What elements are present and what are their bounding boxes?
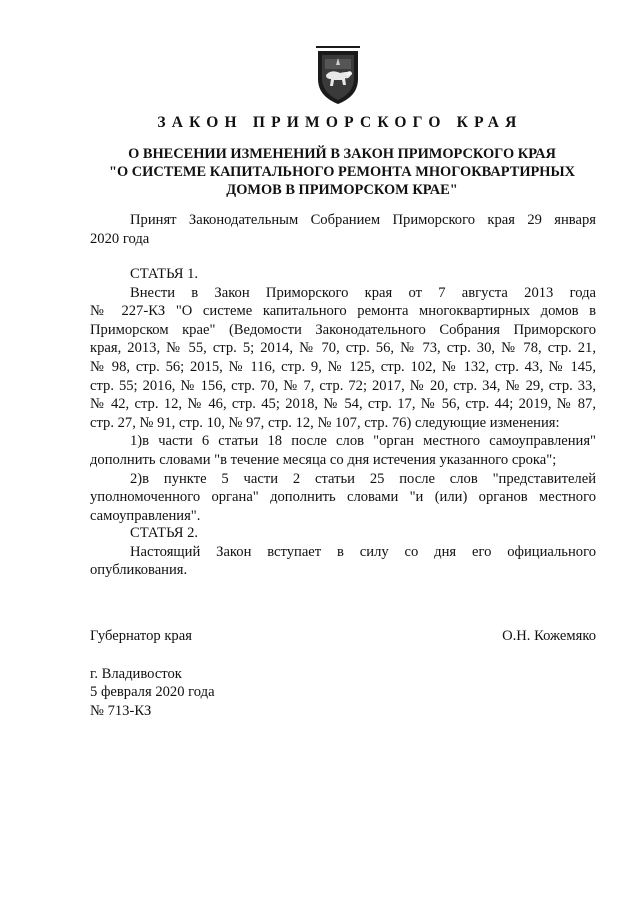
document-footer: [90, 665, 215, 720]
footer-date: 5 февраля 2020 года: [90, 684, 215, 701]
item-1-line: 1)в части 6 статьи 18 после слов "орган местного самоуправления": [130, 433, 596, 450]
law-title: ЗАКОН ПРИМОРСКОГО КРАЯ: [157, 114, 523, 131]
article-1-intro-line: № 42, стр. 12, № 46, стр. 45; 2018, № 54, стр. 17, № 56, стр. 44; 2019, № 87,: [90, 396, 596, 413]
article-2-text-line: опубликования.: [90, 562, 188, 579]
article-1-intro-line: Приморском крае" (Ведомости Законодательного Собрания Приморского: [90, 321, 596, 338]
item-1-line: дополнить словами "в течение месяца со дня истечения указанного срока";: [90, 451, 557, 468]
article-1-intro-line: № 98, стр. 56; 2015, № 116, стр. 9, № 125, стр. 102, № 132, стр. 43, № 145,: [90, 358, 596, 375]
item-2-line: 2)в пункте 5 части 2 статьи 25 после слов "представителей: [130, 470, 596, 487]
item-2-line: уполномоченного органа" дополнить словами "и (или) органов местного: [90, 489, 596, 506]
article-2: [90, 524, 596, 580]
article-2-label: СТАТЬЯ 2.: [130, 525, 199, 541]
article-2-text-line: Настоящий Закон вступает в силу со дня его официального: [130, 543, 596, 560]
law-heading: [92, 145, 592, 199]
article-1-label: СТАТЬЯ 1.: [130, 266, 199, 282]
signature-name: О.Н. Кожемяко: [502, 628, 596, 644]
adoption-line: Принят Законодательным Собранием Приморского края 29 января: [130, 212, 596, 228]
footer-city: г. Владивосток: [90, 666, 182, 682]
heading-line: О ВНЕСЕНИИ ИЗМЕНЕНИЙ В ЗАКОН ПРИМОРСКОГО КРАЯ: [128, 146, 556, 162]
article-1-intro-line: № 227-КЗ "О системе капитального ремонта многоквартирных домов в: [90, 303, 596, 320]
coat-of-arms-emblem: [316, 45, 360, 105]
footer-number: № 713-КЗ: [90, 702, 152, 719]
adoption-line: 2020 года: [90, 230, 150, 247]
article-1-intro-line: Внести в Закон Приморского края от 7 августа 2013 года: [130, 284, 596, 301]
heading-line: "О СИСТЕМЕ КАПИТАЛЬНОГО РЕМОНТА МНОГОКВАРТИРНЫХ: [108, 164, 576, 180]
signature-position: Губернатор края: [90, 628, 192, 644]
article-1-intro-line: стр. 27, № 91, стр. 10, № 97, стр. 12, № 107, стр. 76) следующие изменения:: [90, 414, 560, 431]
heading-line: ДОМОВ В ПРИМОРСКОМ КРАЕ": [226, 182, 458, 198]
adoption-note: [90, 211, 596, 248]
article-1-intro-line: стр. 55; 2016, № 156, стр. 70, № 7, стр. 72; 2017, № 20, стр. 34, № 29, стр. 33,: [90, 377, 596, 394]
article-1-intro-line: края, 2013, № 55, стр. 5; 2014, № 70, стр. 56, № 73, стр. 30, № 78, стр. 21,: [90, 340, 596, 357]
item-2-line: самоуправления".: [90, 507, 201, 524]
article-1: [90, 265, 596, 525]
